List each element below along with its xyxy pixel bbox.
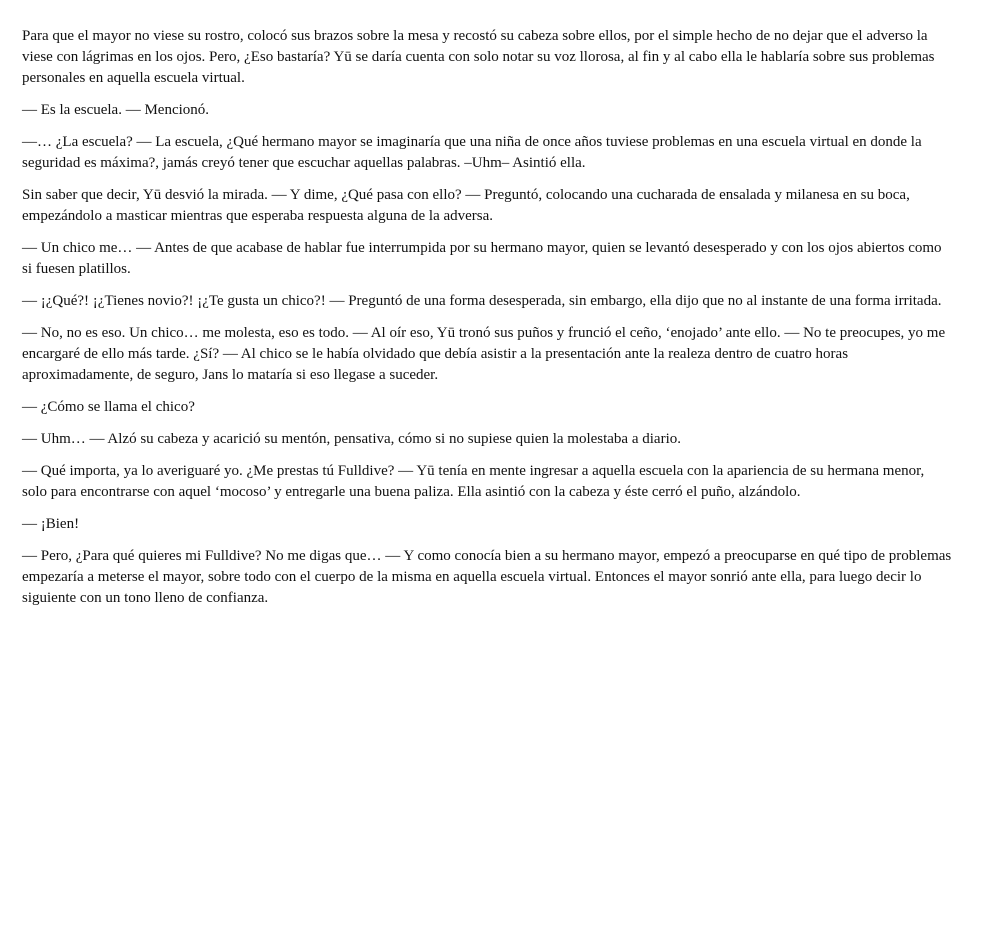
paragraph: — Es la escuela. — Mencionó. <box>22 102 210 118</box>
document-body <box>22 26 952 620</box>
paragraph: — Qué importa, ya lo averiguaré yo. ¿Me prestas tú Fulldive? — Yū tenía en mente ingresar a aquella escuela con la apariencia de su hermana menor, solo para encontrarse con aquel ‘mocoso’ y entregarle una buena paliza. Ella asintió con la cabeza y éste cerró el puño, alzándolo. <box>22 463 925 500</box>
paragraph: —… ¿La escuela? — La escuela, ¿Qué hermano mayor se imaginaría que una niña de once años tuviese problemas en una escuela virtual en donde la seguridad es máxima?, jamás creyó tener que escuchar aquellas palabras. –Uhm– Asintió ella. <box>22 134 922 171</box>
paragraph: — No, no es eso. Un chico… me molesta, eso es todo. — Al oír eso, Yū tronó sus puños y frunció el ceño, ‘enojado’ ante ello. — No te preocupes, yo me encargaré de ello más tarde. ¿Sí? — Al chico se le había olvidado que debía asistir a la presentación ante la realeza dentro de cuatro horas aproximadamente, de seguro, Jans lo mataría si eso llegase a suceder. <box>22 325 946 383</box>
paragraph: — Pero, ¿Para qué quieres mi Fulldive? No me digas que… — Y como conocía bien a su hermano mayor, empezó a preocuparse en qué tipo de problemas empezaría a meterse el mayor, sobre todo con el cuerpo de la misma en aquella escuela virtual. Entonces el mayor sonrió ante ella, para luego decir lo siguiente con un tono lleno de confianza. <box>22 548 952 606</box>
paragraph: Para que el mayor no viese su rostro, colocó sus brazos sobre la mesa y recostó su cabeza sobre ellos, por el simple hecho de no dejar que el adverso la viese con lágrimas en los ojos. Pero, ¿Eso bastaría? Yū se daría cuenta con solo notar su voz llorosa, al fin y al cabo ella le hablaría sobre sus problemas personales en aquella escuela virtual. <box>22 28 935 86</box>
paragraph: — ¡Bien! <box>22 516 80 532</box>
paragraph: — Uhm… — Alzó su cabeza y acarició su mentón, pensativa, cómo si no supiese quien la molestaba a diario. <box>22 431 681 447</box>
paragraph: — Un chico me… — Antes de que acabase de hablar fue interrumpida por su hermano mayor, quien se levantó desesperado y con los ojos abiertos como si fuesen platillos. <box>22 240 942 277</box>
paragraph: Sin saber que decir, Yū desvió la mirada. — Y dime, ¿Qué pasa con ello? — Preguntó, colocando una cucharada de ensalada y milanesa en su boca, empezándolo a masticar mientras que esperaba respuesta alguna de la adversa. <box>22 187 910 224</box>
paragraph: — ¡¿Qué?! ¡¿Tienes novio?! ¡¿Te gusta un chico?! — Preguntó de una forma desesperada, sin embargo, ella dijo que no al instante de una forma irritada. <box>22 293 942 309</box>
paragraph: — ¿Cómo se llama el chico? <box>22 399 195 415</box>
